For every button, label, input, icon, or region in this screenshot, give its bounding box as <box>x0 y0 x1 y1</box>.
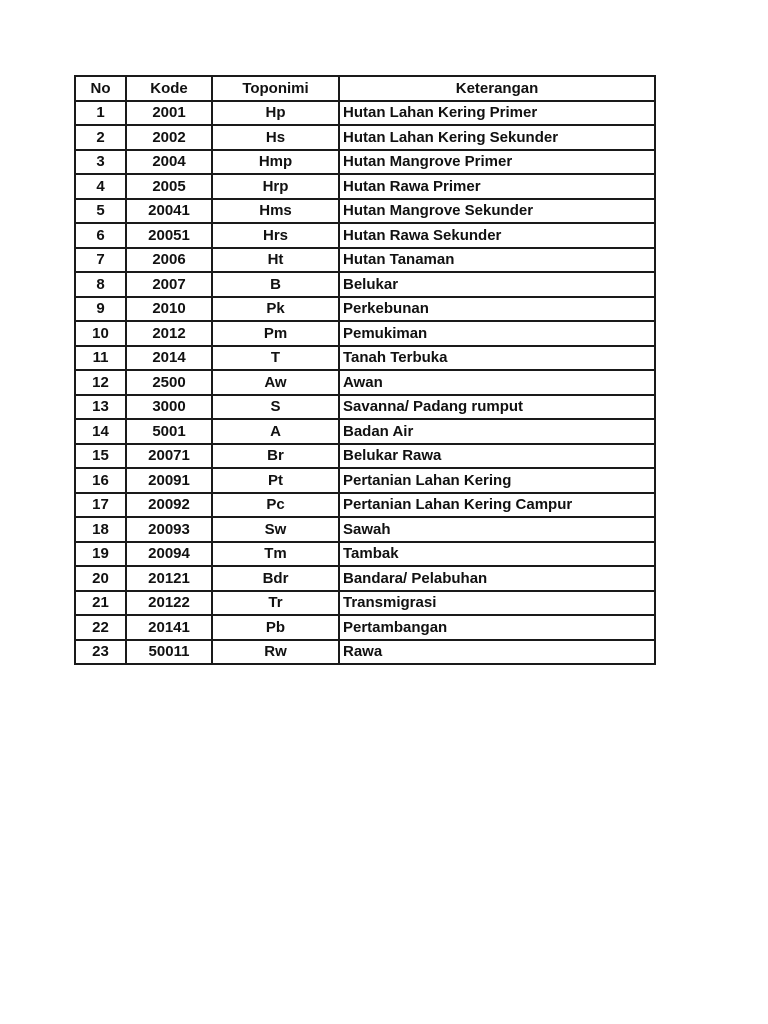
header-no: No <box>75 76 126 101</box>
cell-keterangan: Savanna/ Padang rumput <box>339 395 655 420</box>
cell-kode: 20051 <box>126 223 212 248</box>
table-row <box>75 493 655 518</box>
cell-no: 4 <box>75 174 126 199</box>
cell-toponimi: Tm <box>212 542 339 567</box>
cell-keterangan: Pemukiman <box>339 321 655 346</box>
cell-kode: 3000 <box>126 395 212 420</box>
header-kode: Kode <box>126 76 212 101</box>
table-row <box>75 321 655 346</box>
cell-keterangan: Pertambangan <box>339 615 655 640</box>
cell-keterangan: Rawa <box>339 640 655 665</box>
table-row <box>75 542 655 567</box>
cell-toponimi: Ht <box>212 248 339 273</box>
cell-no: 17 <box>75 493 126 518</box>
cell-keterangan: Tanah Terbuka <box>339 346 655 371</box>
cell-kode: 2005 <box>126 174 212 199</box>
cell-no: 16 <box>75 468 126 493</box>
cell-toponimi: Hs <box>212 125 339 150</box>
cell-toponimi: Pt <box>212 468 339 493</box>
cell-no: 8 <box>75 272 126 297</box>
cell-no: 12 <box>75 370 126 395</box>
table-row <box>75 395 655 420</box>
cell-toponimi: Pm <box>212 321 339 346</box>
cell-no: 7 <box>75 248 126 273</box>
cell-keterangan: Awan <box>339 370 655 395</box>
cell-keterangan: Pertanian Lahan Kering Campur <box>339 493 655 518</box>
cell-kode: 20094 <box>126 542 212 567</box>
cell-toponimi: Rw <box>212 640 339 665</box>
cell-no: 2 <box>75 125 126 150</box>
table-row <box>75 444 655 469</box>
cell-kode: 2014 <box>126 346 212 371</box>
cell-toponimi: Tr <box>212 591 339 616</box>
cell-keterangan: Hutan Rawa Sekunder <box>339 223 655 248</box>
cell-kode: 2012 <box>126 321 212 346</box>
cell-keterangan: Belukar Rawa <box>339 444 655 469</box>
cell-keterangan: Hutan Mangrove Primer <box>339 150 655 175</box>
table-row <box>75 419 655 444</box>
cell-kode: 20121 <box>126 566 212 591</box>
cell-keterangan: Badan Air <box>339 419 655 444</box>
cell-no: 10 <box>75 321 126 346</box>
cell-no: 13 <box>75 395 126 420</box>
table-row <box>75 591 655 616</box>
header-keterangan: Keterangan <box>339 76 655 101</box>
table-row <box>75 640 655 665</box>
cell-keterangan: Hutan Tanaman <box>339 248 655 273</box>
cell-no: 9 <box>75 297 126 322</box>
cell-keterangan: Belukar <box>339 272 655 297</box>
cell-keterangan: Bandara/ Pelabuhan <box>339 566 655 591</box>
cell-kode: 2010 <box>126 297 212 322</box>
table-row <box>75 370 655 395</box>
cell-no: 3 <box>75 150 126 175</box>
cell-kode: 50011 <box>126 640 212 665</box>
cell-no: 15 <box>75 444 126 469</box>
table-row <box>75 346 655 371</box>
cell-no: 23 <box>75 640 126 665</box>
cell-kode: 2004 <box>126 150 212 175</box>
table-row <box>75 223 655 248</box>
cell-toponimi: Hrs <box>212 223 339 248</box>
cell-toponimi: Hrp <box>212 174 339 199</box>
cell-no: 6 <box>75 223 126 248</box>
cell-no: 19 <box>75 542 126 567</box>
cell-kode: 20041 <box>126 199 212 224</box>
cell-no: 5 <box>75 199 126 224</box>
cell-kode: 20141 <box>126 615 212 640</box>
cell-toponimi: A <box>212 419 339 444</box>
cell-no: 14 <box>75 419 126 444</box>
cell-kode: 5001 <box>126 419 212 444</box>
cell-kode: 20071 <box>126 444 212 469</box>
cell-toponimi: T <box>212 346 339 371</box>
table-row <box>75 199 655 224</box>
cell-kode: 2002 <box>126 125 212 150</box>
cell-no: 21 <box>75 591 126 616</box>
table-body <box>75 101 655 665</box>
land-cover-table <box>74 75 656 665</box>
cell-toponimi: Pc <box>212 493 339 518</box>
table-row <box>75 468 655 493</box>
cell-toponimi: Hms <box>212 199 339 224</box>
cell-kode: 20092 <box>126 493 212 518</box>
cell-kode: 2006 <box>126 248 212 273</box>
table-row <box>75 101 655 126</box>
cell-toponimi: S <box>212 395 339 420</box>
cell-kode: 20093 <box>126 517 212 542</box>
cell-keterangan: Hutan Lahan Kering Primer <box>339 101 655 126</box>
table-row <box>75 517 655 542</box>
cell-toponimi: Sw <box>212 517 339 542</box>
cell-keterangan: Pertanian Lahan Kering <box>339 468 655 493</box>
cell-toponimi: Hp <box>212 101 339 126</box>
table-row <box>75 174 655 199</box>
cell-no: 18 <box>75 517 126 542</box>
table-row <box>75 125 655 150</box>
cell-no: 20 <box>75 566 126 591</box>
cell-keterangan: Tambak <box>339 542 655 567</box>
cell-keterangan: Perkebunan <box>339 297 655 322</box>
cell-kode: 2500 <box>126 370 212 395</box>
cell-keterangan: Hutan Rawa Primer <box>339 174 655 199</box>
cell-kode: 2007 <box>126 272 212 297</box>
cell-kode: 2001 <box>126 101 212 126</box>
cell-keterangan: Hutan Lahan Kering Sekunder <box>339 125 655 150</box>
cell-no: 22 <box>75 615 126 640</box>
cell-toponimi: Bdr <box>212 566 339 591</box>
cell-kode: 20122 <box>126 591 212 616</box>
cell-kode: 20091 <box>126 468 212 493</box>
table-row <box>75 150 655 175</box>
cell-toponimi: Br <box>212 444 339 469</box>
cell-no: 1 <box>75 101 126 126</box>
table-row <box>75 297 655 322</box>
cell-toponimi: B <box>212 272 339 297</box>
table-header-row <box>75 76 655 101</box>
cell-keterangan: Transmigrasi <box>339 591 655 616</box>
header-toponimi: Toponimi <box>212 76 339 101</box>
table-row <box>75 615 655 640</box>
table-row <box>75 272 655 297</box>
cell-toponimi: Pb <box>212 615 339 640</box>
cell-keterangan: Hutan Mangrove Sekunder <box>339 199 655 224</box>
cell-keterangan: Sawah <box>339 517 655 542</box>
cell-toponimi: Hmp <box>212 150 339 175</box>
table-row <box>75 248 655 273</box>
table-row <box>75 566 655 591</box>
cell-toponimi: Aw <box>212 370 339 395</box>
cell-toponimi: Pk <box>212 297 339 322</box>
cell-no: 11 <box>75 346 126 371</box>
